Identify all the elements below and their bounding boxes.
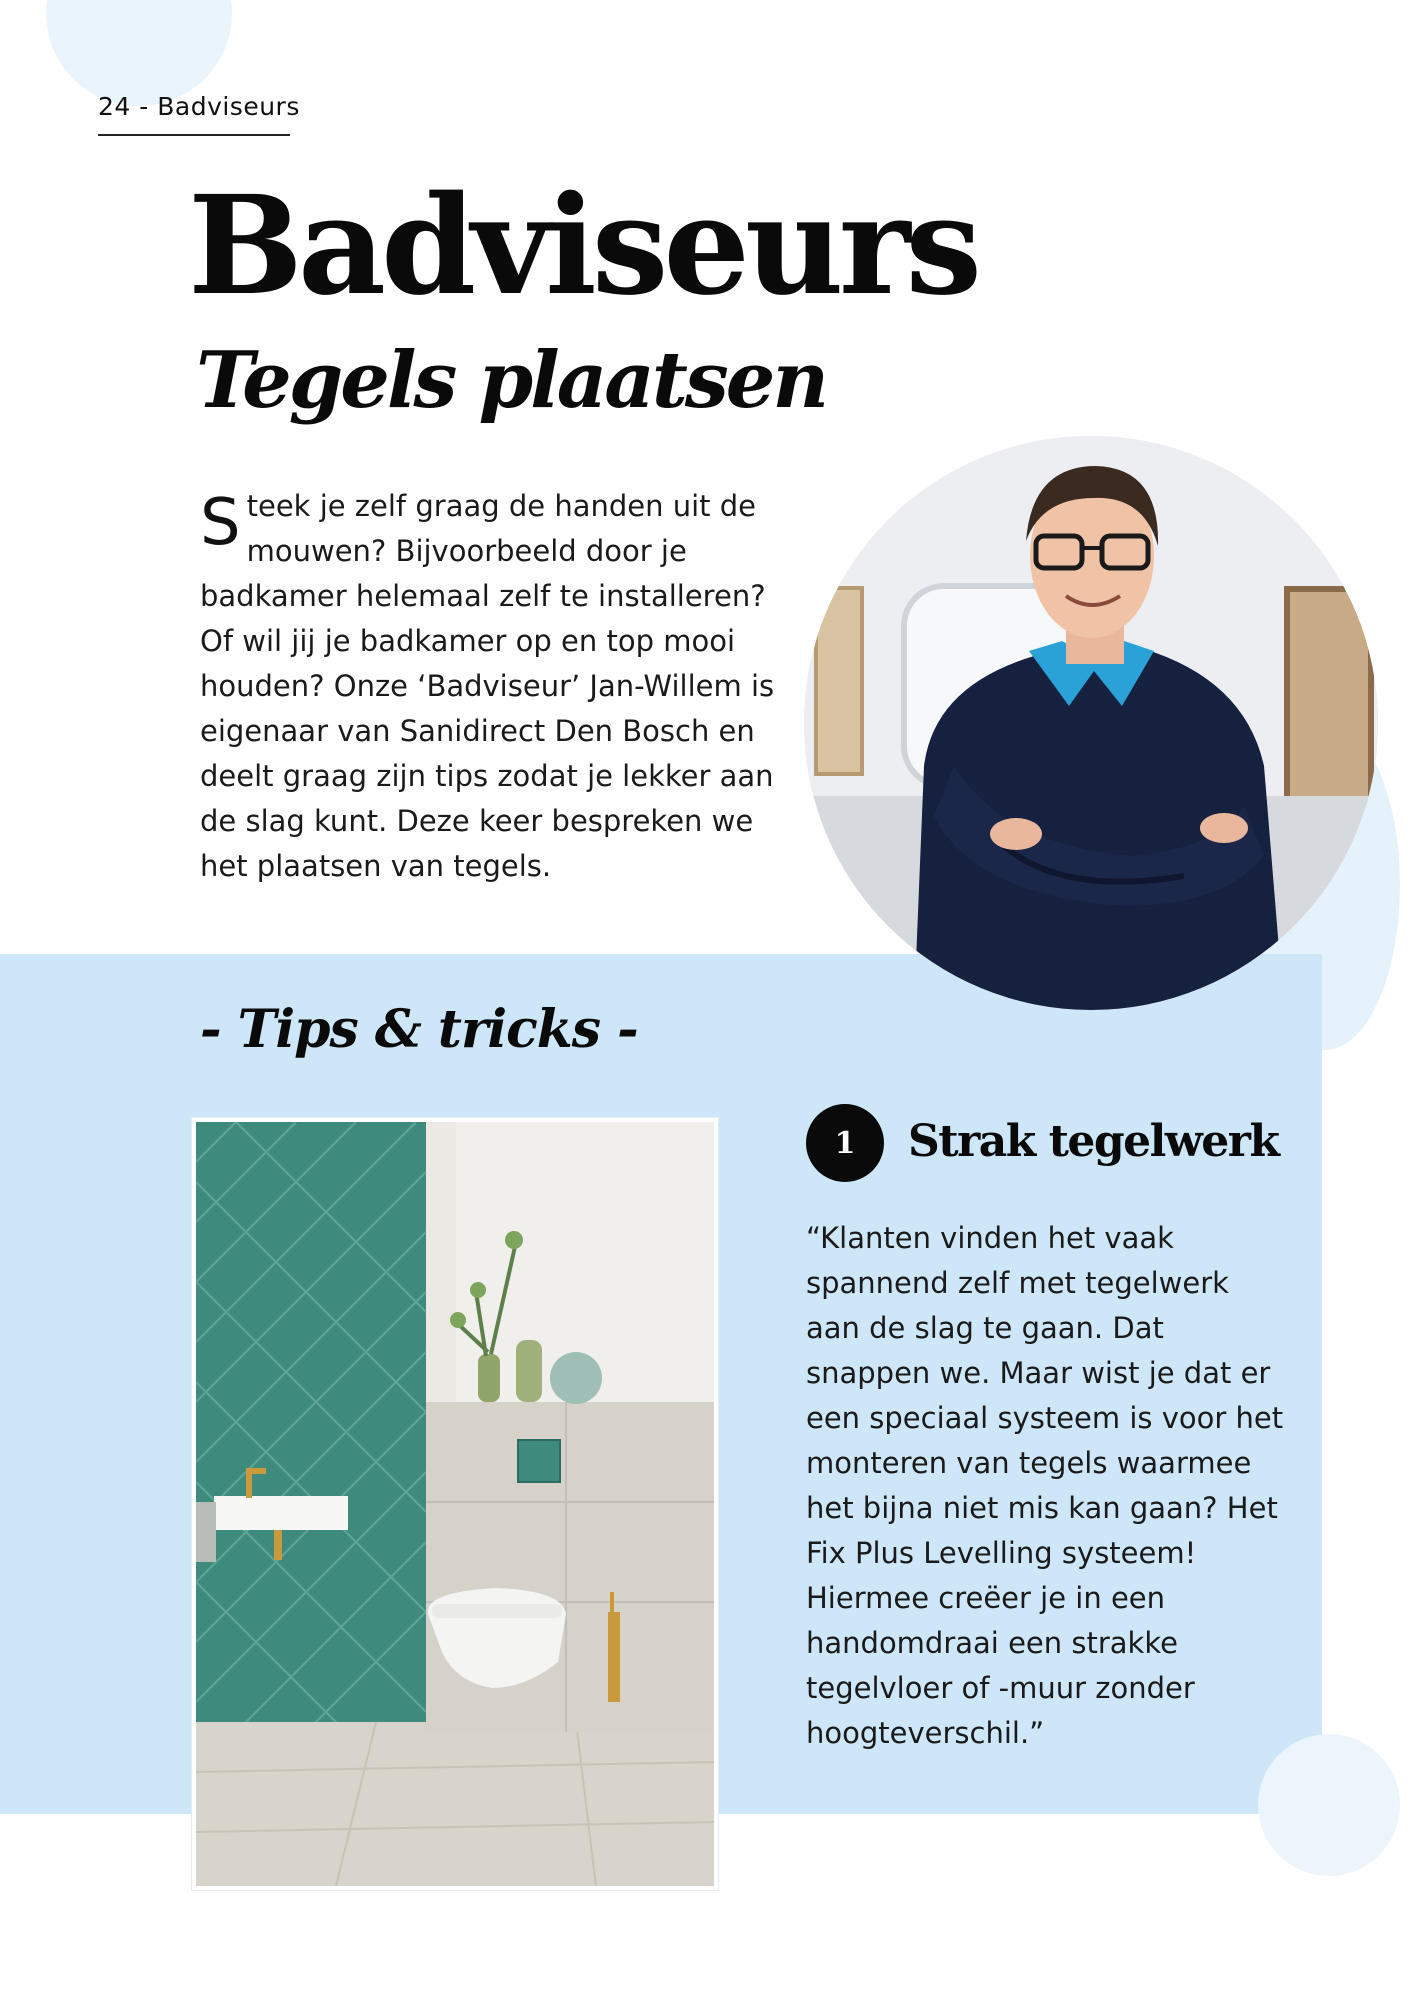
page-subtitle: Tegels plaatsen (196, 335, 827, 426)
decorative-circle-top (46, 0, 232, 106)
header-underline (98, 134, 290, 136)
page-header-label: 24 - Badviseurs (98, 92, 300, 121)
tip-title: Strak tegelwerk (908, 1116, 1279, 1167)
bathroom-photo (192, 1118, 718, 1890)
drop-cap: S (200, 486, 241, 560)
page-title: Badviseurs (188, 166, 978, 326)
intro-text: teek je zelf graag de handen uit de mouwen? Bijvoorbeeld door je badkamer helemaal zelf te installeren? Of wil jij je badkamer op en top mooi houden? Onze ‘Badviseur’ Jan-Willem is eigenaar van Sanidirect Den Bosch en deelt graag zijn tips zodat je lekker aan de slag kunt. Deze keer bespreken we het plaatsen van tegels. (200, 489, 775, 883)
tips-heading: - Tips & tricks - (200, 999, 638, 1060)
tip-quote: “Klanten vinden het vaak spannend zelf met tegelwerk aan de slag te gaan. Dat snappen we. Maar wist je dat er een speciaal systeem is voor het monteren van tegels waarmee het bijna niet mis kan gaan? Het Fix Plus Levelling systeem! Hiermee creëer je in een handomdraai een strakke tegelvloer of -muur zonder hoogteverschil.” (806, 1221, 1284, 1750)
advisor-portrait-photo (804, 436, 1378, 1010)
decorative-circle-bottom (1258, 1734, 1400, 1876)
intro-paragraph (200, 484, 780, 889)
tip-number-badge: 1 (806, 1104, 884, 1182)
